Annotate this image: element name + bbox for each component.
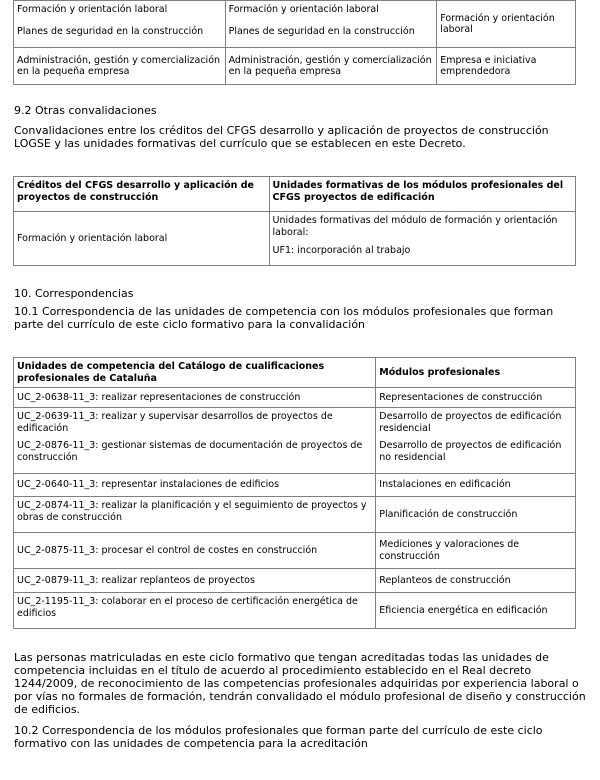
column-header: Créditos del CFGS desarrollo y aplicación de proyectos de construcción xyxy=(14,177,270,212)
table-cell: UC_2-0640-11_3: representar instalaciones de edificios xyxy=(14,474,376,497)
cell-text: Administración, gestión y comercialización en la pequeña empresa xyxy=(228,54,432,77)
credits-table xyxy=(13,176,576,266)
table-cell: UC_2-0638-11_3: realizar representaciones de construcción xyxy=(14,388,376,408)
table-cell xyxy=(14,408,376,474)
section-heading-10: 10. Correspondencias xyxy=(14,287,134,300)
table-row xyxy=(14,388,576,408)
cell-text: Desarrollo de proyectos de edificación residencial xyxy=(379,411,562,434)
table-row xyxy=(14,497,576,533)
table-cell xyxy=(225,48,437,85)
cell-text: Administración, gestión y comercialización en la pequeña empresa xyxy=(17,54,221,77)
table-header-row xyxy=(14,358,576,388)
table-row xyxy=(14,474,576,497)
table-cell xyxy=(437,48,576,85)
table-row xyxy=(14,593,576,629)
cell-text: UC_2-0876-11_3: gestionar sistemas de documentación de proyectos de construcción xyxy=(17,440,363,463)
table-row xyxy=(14,408,576,474)
section-subheading-10-2: 10.2 Correspondencia de los módulos profesionales que forman parte del currículo de este ciclo formativo con las unidades de competencia para la acreditación xyxy=(14,724,543,750)
competency-table xyxy=(13,357,576,629)
cell-text: Empresa e iniciativa emprendedora xyxy=(440,54,537,77)
table-cell xyxy=(269,212,575,266)
table-cell: Mediciones y valoraciones de construcción xyxy=(376,533,576,569)
table-cell: Eficiencia energética en edificación xyxy=(376,593,576,629)
cell-text: Planes de seguridad en la construcción xyxy=(228,25,415,37)
table-cell xyxy=(376,408,576,474)
table-row xyxy=(14,48,576,85)
table-cell xyxy=(14,1,226,48)
table-cell: Planificación de construcción xyxy=(376,497,576,533)
cell-text: Unidades formativas del módulo de formación y orientación laboral: xyxy=(272,215,558,238)
table-cell xyxy=(437,1,576,48)
cell-text: Formación y orientación laboral xyxy=(228,4,379,15)
cell-text: UC_2-0639-11_3: realizar y supervisar desarrollos de proyectos de edificación xyxy=(17,411,333,434)
table-cell xyxy=(225,1,437,48)
table-row xyxy=(14,1,576,48)
cell-text: Desarrollo de proyectos de edificación no residencial xyxy=(379,440,562,463)
table-cell: Representaciones de construcción xyxy=(376,388,576,408)
section-subheading-10-1: 10.1 Correspondencia de las unidades de competencia con los módulos profesionales que forman parte del currículo de este ciclo formativo para la convalidación xyxy=(14,305,554,331)
cell-text: Formación y orientación laboral xyxy=(17,4,168,15)
table-cell: UC_2-0874-11_3: realizar la planificación y el seguimiento de proyectos y obras de construcción xyxy=(14,497,376,533)
cell-text: Formación y orientación laboral xyxy=(440,12,555,35)
table-cell: Formación y orientación laboral xyxy=(14,212,270,266)
column-header: Unidades formativas de los módulos profesionales del CFGS proyectos de edificación xyxy=(269,177,575,212)
table-row xyxy=(14,533,576,569)
table-header-row xyxy=(14,177,576,212)
cell-text: Planes de seguridad en la construcción xyxy=(17,25,204,37)
table-row xyxy=(14,212,576,266)
section-intro-9-2: Convalidaciones entre los créditos del CFGS desarrollo y aplicación de proyectos de construcción LOGSE y las unidades formativas del currículo que se establecen en este Decreto. xyxy=(14,124,549,150)
section-heading-9-2: 9.2 Otras convalidaciones xyxy=(14,104,157,117)
table-cell: Replanteos de construcción xyxy=(376,569,576,593)
column-header: Módulos profesionales xyxy=(376,358,576,388)
convalidation-table-continued xyxy=(13,0,576,85)
column-header: Unidades de competencia del Catálogo de cualificaciones profesionales de Cataluña xyxy=(14,358,376,388)
table-cell: UC_2-0875-11_3: procesar el control de costes en construcción xyxy=(14,533,376,569)
table-cell: Instalaciones en edificación xyxy=(376,474,576,497)
table-cell: UC_2-0879-11_3: realizar replanteos de proyectos xyxy=(14,569,376,593)
table-cell: UC_2-1195-11_3: colaborar en el proceso de certificación energética de edificios xyxy=(14,593,376,629)
table-row xyxy=(14,569,576,593)
closing-paragraph: Las personas matriculadas en este ciclo formativo que tengan acreditadas todas las unidades de competencia incluidas en el título de acuerdo al procedimiento establecido en el Real decreto 1244/2009, de reconocimiento de las competencias profesionales adquiridas por experiencia laboral o por vías no formales de formación, tendrán convalidado el módulo profesional de diseño y construcción de edificios. xyxy=(14,651,586,716)
cell-text: UF1: incorporación al trabajo xyxy=(272,245,411,256)
table-cell xyxy=(14,48,226,85)
